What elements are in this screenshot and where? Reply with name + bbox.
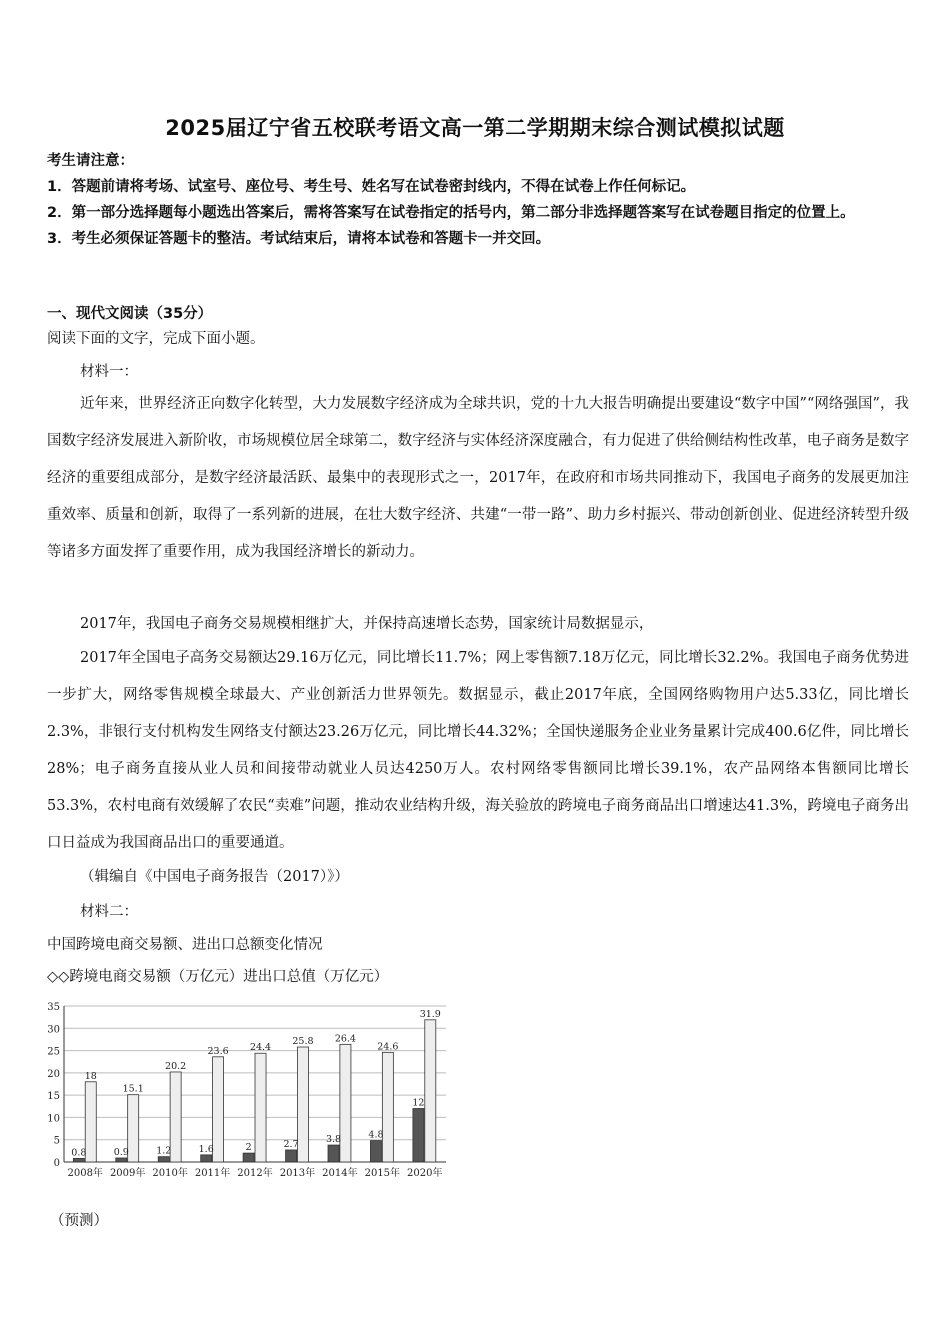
ecommerce-bar — [370, 1141, 381, 1162]
trade-value-label: 15.1 — [122, 1083, 144, 1095]
paragraph-3: 2017年全国电子高务交易额达29.16万亿元，同比增长11.7%；网上零售额7.18万亿元，同比增长32.2%。我国电子商务优势进一步扩大，网络零售规模全球最大、产业创新活力世界领先。数据显示，截止2017年底，全国网络购物用户达5.33亿，同比增长2.3%，非银行支付机构发生网络支付额达23.26万亿元，同比增长44.32%；全国快递服务企业业务量累计完成400.6亿件，同比增长28%；电子商务直接从业人员和间接带动就业人员达4250万人。农村网络零售额同比增长39.1%，农产品网络本售额同比增长53.3%，农村电商有效缓解了农民“卖难”问题，推动农业结构升级，海关验放的跨境电子商务商品出口增速达41.3%，跨境电子商务出口日益成为我国商品出口的重要通道。 — [47, 650, 909, 851]
y-tick-label: 15 — [47, 1091, 60, 1103]
trade-value-label: 18 — [84, 1070, 97, 1082]
ecommerce-bar — [243, 1153, 254, 1162]
trade-bar — [297, 1047, 308, 1162]
trade-bar — [85, 1082, 96, 1162]
ecommerce-value-label: 3.8 — [325, 1134, 342, 1146]
x-category-label: 2013年 — [279, 1168, 316, 1179]
notice-item-3: 3．考生必须保证答题卡的整洁。考试结束后，请将本试卷和答题卡一并交回。 — [47, 231, 551, 247]
exam-title: 2025届辽宁省五校联考语文高一第二学期期末综合测试模拟试题 — [165, 116, 785, 140]
ecommerce-value-label: 2.7 — [283, 1138, 299, 1150]
ecommerce-value-label: 0.8 — [71, 1147, 87, 1159]
y-tick-label: 25 — [47, 1046, 60, 1058]
ecommerce-bar — [413, 1109, 424, 1162]
trade-bar — [425, 1020, 436, 1162]
trade-bar — [340, 1044, 351, 1162]
source-citation: （辑编自《中国电子商务报告（2017）》） — [80, 869, 349, 885]
trade-bar — [128, 1095, 139, 1162]
trade-value-label: 31.9 — [419, 1008, 441, 1020]
chart-title: 中国跨境电商交易额、进出口总额变化情况 — [47, 937, 323, 953]
trade-bar — [382, 1052, 393, 1162]
notice-item-2: 2．第一部分选择题每小题选出答案后，需将答案写在试卷指定的括号内，第二部分非选择题答案写在试卷题目指定的位置上。 — [47, 205, 855, 221]
ecommerce-bar — [328, 1145, 339, 1162]
notice-item-1: 1．答题前请将考场、试室号、座位号、考生号、姓名写在试卷密封线内，不得在试卷上作任何标记。 — [47, 179, 696, 195]
ecommerce-bar — [73, 1158, 84, 1162]
y-tick-label: 0 — [53, 1158, 60, 1169]
forecast-note: （预测） — [50, 1213, 108, 1229]
x-category-label: 2015年 — [364, 1168, 401, 1179]
ecommerce-bar — [116, 1158, 127, 1162]
ecommerce-value-label: 1.6 — [198, 1143, 214, 1155]
trade-bar — [255, 1053, 266, 1162]
y-tick-label: 5 — [53, 1135, 60, 1147]
trade-value-label: 24.6 — [377, 1041, 399, 1053]
x-category-label: 2012年 — [237, 1168, 273, 1179]
trade-value-label: 24.4 — [249, 1042, 272, 1054]
paragraph-2: 2017年，我国电子商务交易规模相继扩大，并保持高速增长态势，国家统计局数据显示， — [80, 616, 654, 632]
x-category-label: 2014年 — [322, 1168, 358, 1179]
ecommerce-bar — [158, 1157, 169, 1162]
notice-block — [47, 148, 907, 252]
ecommerce-value-label: 4.8 — [368, 1129, 384, 1141]
material-two-label: 材料二： — [80, 904, 138, 920]
x-category-label: 2008年 — [67, 1168, 103, 1179]
trade-value-label: 23.6 — [207, 1045, 229, 1057]
ecommerce-value-label: 0.9 — [113, 1146, 129, 1158]
ecommerce-value-label: 2 — [245, 1142, 252, 1154]
chart-legend: ◇◇跨境电商交易额（万亿元）进出口总值（万亿元） — [47, 969, 389, 985]
ecommerce-bar — [201, 1155, 212, 1162]
reading-instruction: 阅读下面的文字，完成下面小题。 — [47, 331, 265, 347]
x-category-label: 2010年 — [152, 1168, 188, 1179]
trade-bar — [213, 1057, 224, 1162]
notice-heading: 考生请注意： — [47, 153, 134, 169]
y-tick-label: 20 — [47, 1068, 60, 1080]
trade-value-label: 26.4 — [334, 1033, 356, 1045]
y-tick-label: 30 — [47, 1024, 60, 1036]
y-tick-label: 35 — [47, 1002, 60, 1013]
paragraph-1: 近年来，世界经济正向数字化转型，大力发展数字经济成为全球共识，党的十九大报告明确提出要建设“数字中国”“网络强国”，我国数字经济发展进入新阶收，市场规模位居全球第二，数字经济与实体经济深度融合，有力促进了供给侧结构性改革，电子商务是数字经济的重要组成部分，是数字经济最活跃、最集中的表现形式之一，2017年，在政府和市场共同推动下，我国电子商务的发展更加注重效率、质量和创新，取得了一系列新的进展，在壮大数字经济、共建“一带一路”、助力乡村振兴、带动创新创业、促进经济转型升级等诸多方面发挥了重要作用，成为我国经济增长的新动力。 — [47, 396, 909, 560]
material-one-label: 材料一： — [80, 364, 138, 380]
y-tick-label: 10 — [47, 1113, 60, 1125]
trade-value-label: 25.8 — [292, 1036, 314, 1048]
ecommerce-bar — [286, 1150, 297, 1162]
x-category-label: 2009年 — [109, 1168, 146, 1179]
trade-bar — [170, 1072, 181, 1162]
trade-bar-chart — [38, 992, 454, 1192]
section-heading: 一、现代文阅读（35分） — [47, 306, 213, 322]
ecommerce-value-label: 12 — [412, 1097, 425, 1109]
x-category-label: 2020年 — [407, 1168, 443, 1179]
x-category-label: 2011年 — [194, 1168, 231, 1179]
ecommerce-value-label: 1.2 — [156, 1145, 172, 1157]
trade-value-label: 20.2 — [165, 1060, 187, 1072]
